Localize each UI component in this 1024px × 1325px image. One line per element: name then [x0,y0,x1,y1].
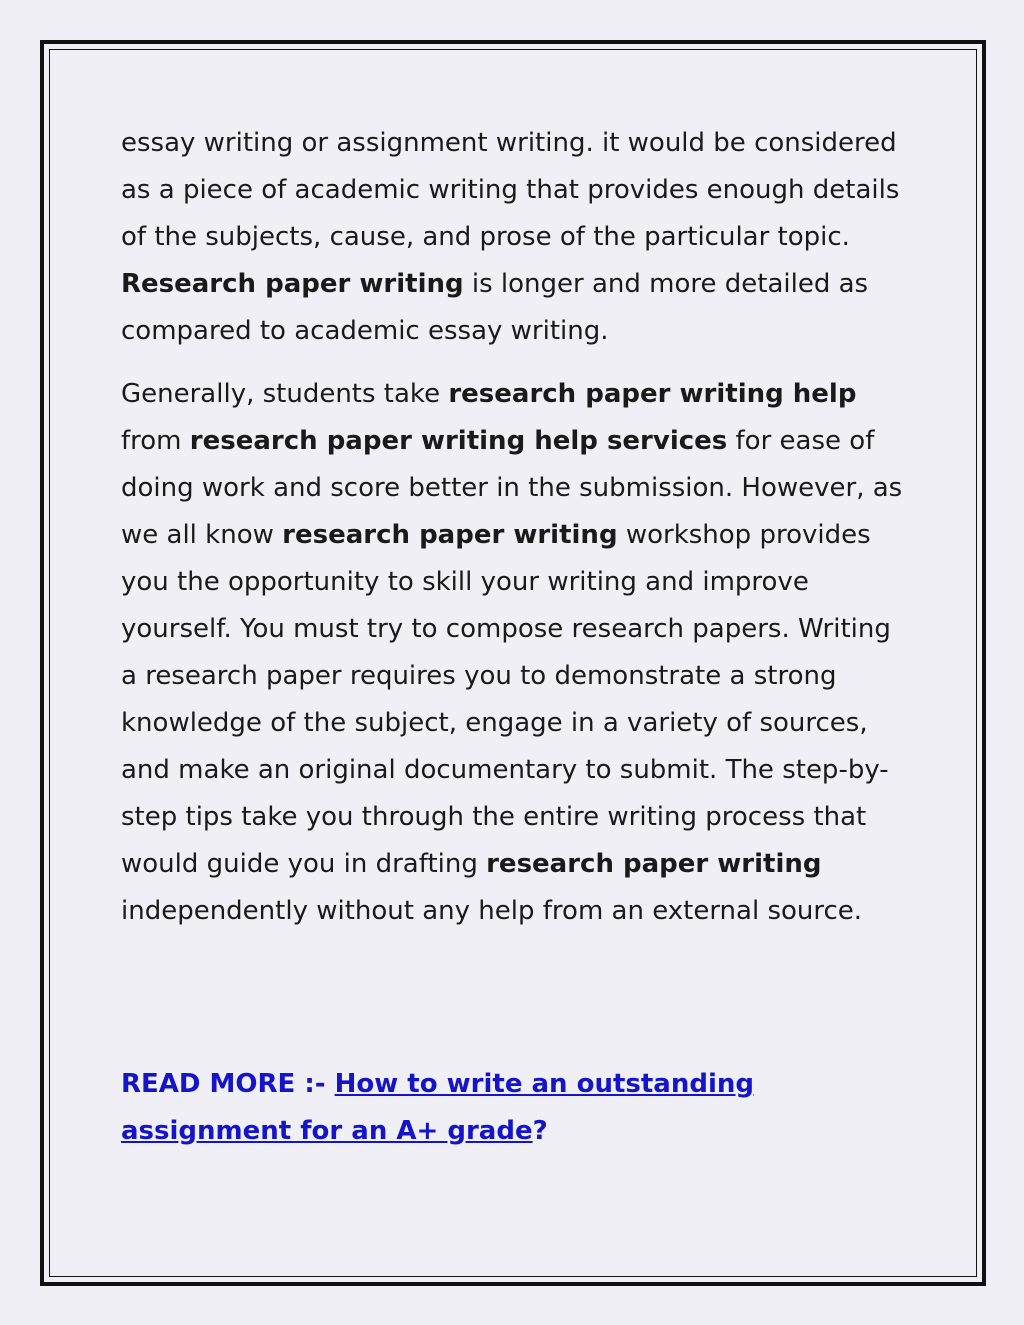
read-more-prefix: READ MORE :- [121,1069,335,1099]
paragraph-1-bold: Research paper writing [121,269,464,299]
paragraph-2-bold: research paper writing help services [189,426,728,456]
paragraph-1 [121,120,911,355]
document-body [121,120,911,935]
paragraph-2-bold: research paper writing [282,520,618,550]
paragraph-2-text: from [121,426,190,456]
read-more-suffix: ? [532,1116,548,1146]
paragraph-2-text: independently without any help from an external source. [121,896,863,926]
paragraph-1-text-end: is longer and more detailed as compared to academic essay writing. [121,269,869,346]
paragraph-2 [121,371,911,935]
paragraph-2-text: Generally, students take [121,379,449,409]
paragraph-2-text: workshop provides you the opportunity to skill your writing and improve yourself. You must try to compose research papers. Writing a research paper requires you to demonstrate a strong knowledge of the subject, engage in a variety of sources, and make an original documentary to submit. The step-by-step tips take you through the entire writing process that would guide you in drafting [121,520,891,879]
paragraph-2-text: for ease of doing work and score better in the submission. However, as we all know [121,426,903,550]
read-more [121,1061,911,1155]
paragraph-2-bold: research paper writing help [448,379,857,409]
read-more-link[interactable]: How to write an outstanding assignment for an A+ grade [121,1069,755,1146]
paragraph-1-text: essay writing or assignment writing. it would be considered as a piece of academic writing that provides enough details of the subjects, cause, and prose of the particular topic. [121,128,900,252]
paragraph-2-bold: research paper writing [486,849,822,879]
